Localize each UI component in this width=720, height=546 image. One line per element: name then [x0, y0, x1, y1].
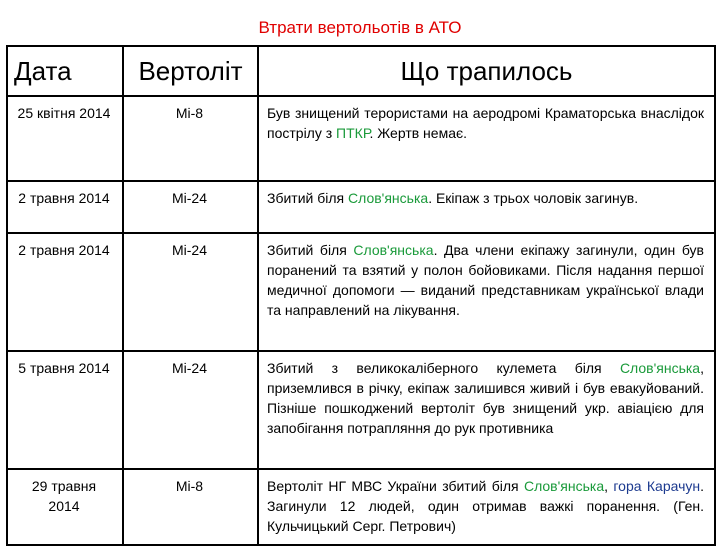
- row-helicopter: Мі-24: [123, 181, 258, 233]
- row-date: 5 травня 2014: [7, 351, 123, 469]
- row-helicopter: Мі-24: [123, 351, 258, 469]
- link-ptkr[interactable]: ПТКР: [336, 125, 370, 141]
- row-description: [258, 469, 715, 545]
- description-text: ,: [604, 478, 614, 494]
- link-sloviansk[interactable]: Слов'янська: [353, 242, 434, 258]
- row-description: [258, 181, 715, 233]
- row-description: [258, 351, 715, 469]
- table-row: [7, 96, 715, 181]
- description-text: . Два члени екіпажу загинули, один був поранений та взятий у полон бойовиками. Після надання першої медичної допомоги — виданий представникам української влади та направлений на лікування.: [267, 242, 704, 318]
- description-text: . Загинули 12 людей, один отримав важкі поранення. (Ген. Кульчицький Серг. Петрович): [267, 478, 705, 534]
- table-header-row: [7, 46, 715, 96]
- row-description: [258, 96, 715, 181]
- description-text: , приземлився в річку, екіпаж залишився живий і був евакуйований. Пізніше пошкоджений вертоліт був знищений укр. авіацією для запобігання потрапляння до рук противника: [267, 360, 704, 436]
- row-helicopter: Мі-8: [123, 469, 258, 545]
- table-row: [7, 469, 715, 545]
- row-description: [258, 233, 715, 351]
- table-row: [7, 351, 715, 469]
- row-helicopter: Мі-8: [123, 96, 258, 181]
- link-sloviansk[interactable]: Слов'янська: [619, 360, 701, 376]
- table-row: [7, 233, 715, 351]
- description-text: Збитий біля: [267, 242, 354, 258]
- row-date: 29 травня 2014: [7, 469, 123, 545]
- helicopter-losses-table: [6, 45, 716, 546]
- description-text: Був знищений терористами на аеродромі Краматорська внаслідок пострілу з: [267, 105, 704, 141]
- link-sloviansk[interactable]: Слов'янська: [348, 190, 429, 206]
- description-text: Збитий біля: [267, 190, 349, 206]
- description-text: Збитий з великокаліберного кулемета біля: [267, 360, 620, 376]
- description-text: . Жертв немає.: [369, 125, 468, 141]
- row-date: 2 травня 2014: [7, 181, 123, 233]
- row-date: 25 квітня 2014: [7, 96, 123, 181]
- row-helicopter: Мі-24: [123, 233, 258, 351]
- link-sloviansk[interactable]: Слов'янська: [523, 478, 605, 494]
- header-helicopter: Вертоліт: [123, 46, 258, 96]
- header-date: Дата: [7, 46, 123, 96]
- description-text: . Екіпаж з трьох чоловік загинув.: [428, 190, 639, 206]
- row-date: 2 травня 2014: [7, 233, 123, 351]
- description-text: Вертоліт НГ МВС України збитий біля: [267, 478, 524, 494]
- header-what-happened: Що трапилось: [258, 46, 715, 96]
- page-title: Втрати вертольотів в АТО: [258, 18, 462, 37]
- link-hora-karachun[interactable]: гора Карачун: [613, 478, 701, 494]
- table-row: [7, 181, 715, 233]
